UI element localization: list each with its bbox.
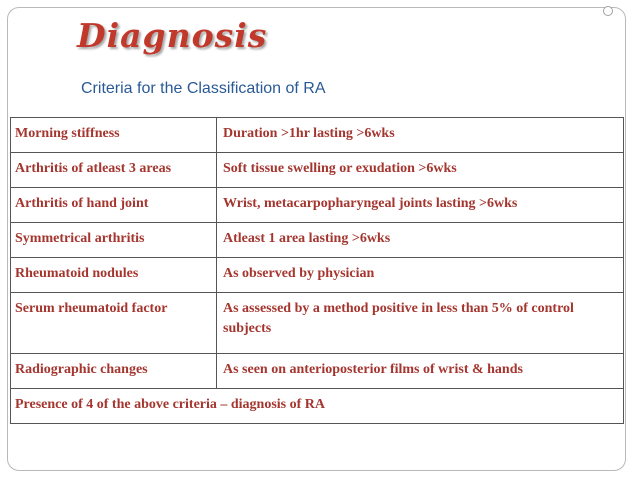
corner-circle-icon xyxy=(603,6,613,16)
criterion-cell: Symmetrical arthritis xyxy=(11,223,217,258)
table-row xyxy=(11,118,624,153)
table-footer-row xyxy=(11,389,624,424)
description-cell: Soft tissue swelling or exudation >6wks xyxy=(217,153,624,188)
table-row xyxy=(11,258,624,293)
table-row xyxy=(11,354,624,389)
criterion-cell: Radiographic changes xyxy=(11,354,217,389)
table-row xyxy=(11,293,624,354)
table-row xyxy=(11,223,624,258)
description-cell: As assessed by a method positive in less than 5% of control subjects xyxy=(217,293,624,354)
description-cell: As seen on anterioposterior films of wrist & hands xyxy=(217,354,624,389)
slide-title: Diagnosis xyxy=(77,16,268,55)
description-cell: As observed by physician xyxy=(217,258,624,293)
criteria-table xyxy=(10,117,624,424)
criterion-cell: Rheumatoid nodules xyxy=(11,258,217,293)
description-cell: Duration >1hr lasting >6wks xyxy=(217,118,624,153)
footer-cell: Presence of 4 of the above criteria – diagnosis of RA xyxy=(11,389,624,424)
table-row xyxy=(11,153,624,188)
criterion-cell: Morning stiffness xyxy=(11,118,217,153)
description-cell: Atleast 1 area lasting >6wks xyxy=(217,223,624,258)
slide-subtitle: Criteria for the Classification of RA xyxy=(81,80,326,97)
criterion-cell: Serum rheumatoid factor xyxy=(11,293,217,354)
table-row xyxy=(11,188,624,223)
criterion-cell: Arthritis of hand joint xyxy=(11,188,217,223)
criterion-cell: Arthritis of atleast 3 areas xyxy=(11,153,217,188)
description-cell: Wrist, metacarpopharyngeal joints lasting >6wks xyxy=(217,188,624,223)
